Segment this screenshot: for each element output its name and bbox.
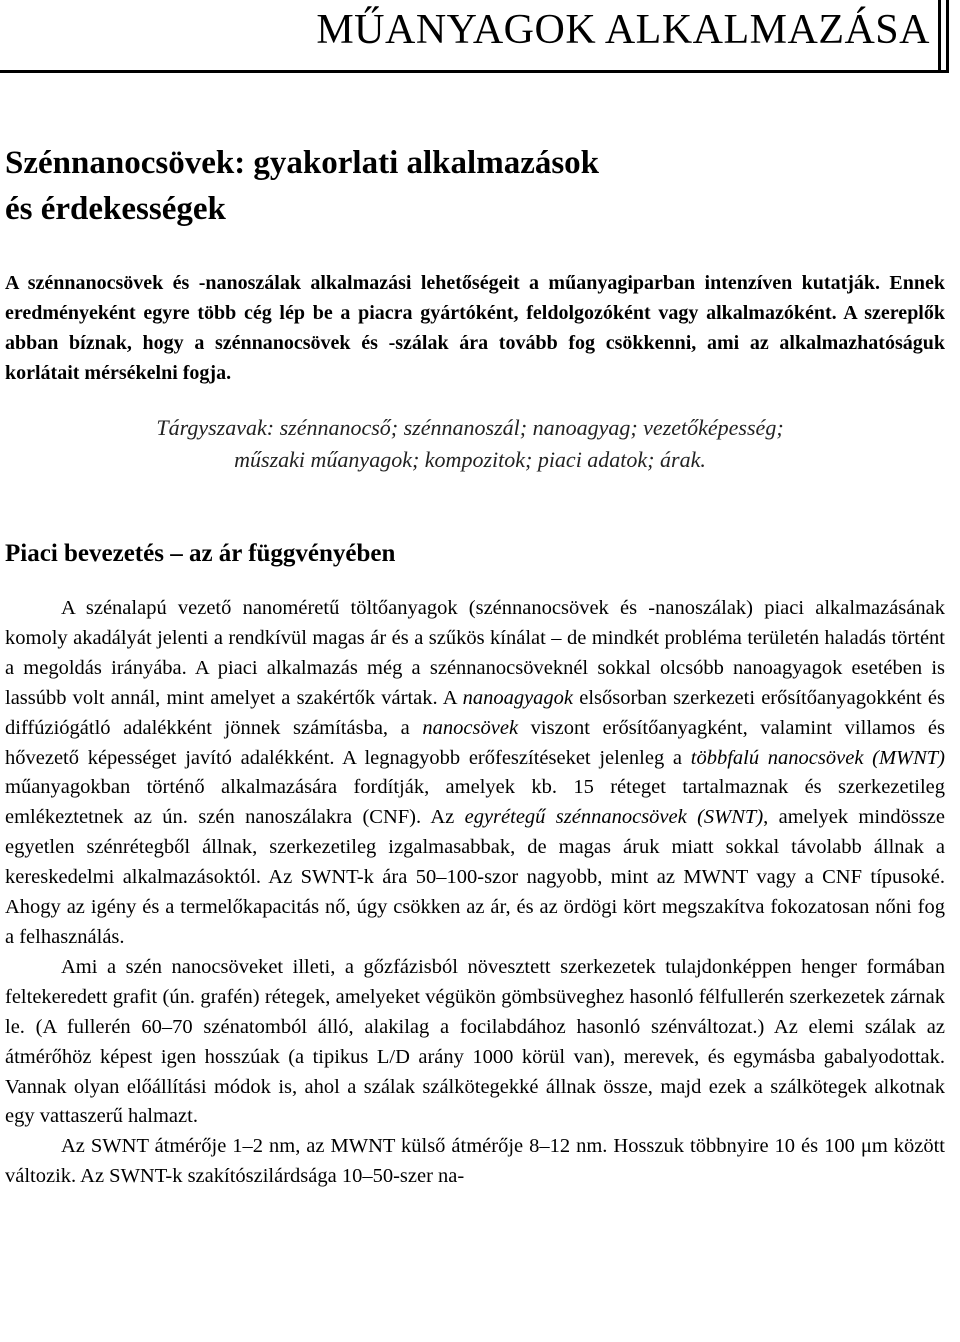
abstract: A szénnanocsövek és -nanoszálak alkalmazási lehetőségeit a műanyagiparban intenzíven kutatják. Ennek eredményeként egyre több cég lép be a piacra gyártóként, feldolgozóként vagy alkalmazóként. A szereplők abban bíznak, hogy a szénnanocsövek és -szálak ára tovább fog csökkenni, ami az alkalmazhatóságuk korlátait mérsékelni fogja. [5,272,945,384]
p1-text-a: A szénalapú vezető nanoméretű töltőanyagok (szénnanocsövek és -nanoszálak) piaci alkalmazásának komoly akadályát jelenti a rendkívül magas ár és a szűkös kínálat – de mindkét probléma területén haladás történt a megoldás irányába. A piaci alkalmazás még a szénnanocsöveknél sokkal olcsóbb nanoagyagok esetében is lassúbb volt annál, mint amelyet a szakértők vártak. A [5,597,945,709]
p1-emphasis-nanocsovek: nanocsövek [422,716,519,739]
article-title [5,140,945,232]
running-header [0,0,960,76]
p1-text-c: viszont erősítőanyagként, valamint villamos és hővezető képességet javító adalékként. A legnagyobb erőfeszítéseket jelenleg a [5,716,945,769]
paragraph-3: Az SWNT átmérője 1–2 nm, az MWNT külső átmérője 8–12 nm. Hosszuk többnyire 10 és 100 μm között változik. Az SWNT-k szakítószilárdsága 10–50-szer na- [5,1135,945,1188]
p1-text-e: , amelyek mindössze egyetlen szénrétegből állnak, szerkezetileg izgalmasabbak, de magas áruk miatt sokkal távolabb állnak a kereskedelmi alkalmazásoktól. Az SWNT-k ára 50–100-szor nagyobb, mint az MWNT vagy a CNF típusoké. Ahogy az igény és a termelőkapacitás nő, úgy csökken az ár, és az ördögi kört megszakítva fokozatosan nőni fog a felhasználás. [5,806,945,948]
keywords [60,412,880,476]
keywords-line1: Tárgyszavak: szénnanocső; szénnanoszál; nanoagyag; vezetőképesség; [156,415,784,440]
p1-text-d: műanyagokban történő alkalmazására fordítják, amelyek kb. 15 réteget tartalmaznak és szerkezetileg emlékeztetnek az ún. szén nanoszálakra (CNF). Az [5,776,945,829]
p1-emphasis-mwnt: többfalú nanocsövek (MWNT) [690,746,946,769]
header-rule-bottom [0,70,948,73]
p1-text-b: elsősorban szerkezeti erősítőanyagokként és diffúziógátló adalékként jönnek számításba, a [5,686,945,739]
keywords-line2: műszaki műanyagok; kompozitok; piaci adatok; árak. [234,447,706,472]
p1-emphasis-swnt: egyrétegű szénnanocsövek (SWNT) [464,806,764,829]
body-text [5,594,945,1192]
paragraph-2: Ami a szén nanocsöveket illeti, a gőzfázisból növesztett szerkezetek tulajdonképpen henger formában feltekeredett grafit (ún. grafén) rétegek, amelyeket végükön gömbsüveghez hasonló félfullerén szerkezetek zárnak le. (A fullerén 60–70 szénatomból álló, alakilag a focilabdához hasonló szénváltozat.) Az elemi szálak az átmérőhöz képest igen hosszúak (a tipikus L/D arány 1000 körül van), merevek, és egymásba gabalyodottak. Vannak olyan előállítási módok is, ahol a szálak szálkötegekké állnak össze, majd ezek a szálkötegek alkotnak egy vattaszerű halmazt. [5,955,945,1128]
p1-emphasis-nanoagyagok: nanoagyagok [462,686,574,709]
header-rule-right [938,0,941,73]
header-rule-right-outer [946,0,949,73]
running-header-title: MŰANYAGOK ALKALMAZÁSA [316,7,930,53]
paragraph-1 [5,594,945,953]
article-title-line1: Szénnanocsövek: gyakorlati alkalmazások [5,145,600,181]
section-heading: Piaci bevezetés – az ár függvényében [5,540,396,567]
article-title-line2: és érdekességek [5,191,226,227]
